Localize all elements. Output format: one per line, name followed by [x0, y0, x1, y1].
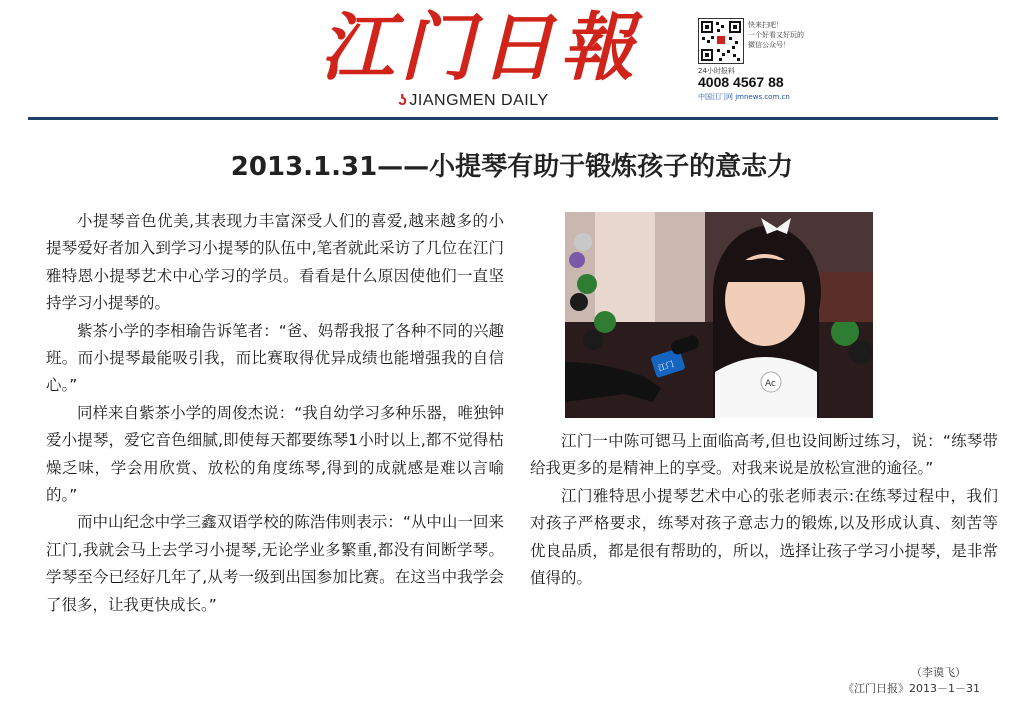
author-byline: （李谟飞） [911, 666, 966, 679]
article-title: 2013.1.31——小提琴有助于锻炼孩子的意志力 [230, 152, 794, 182]
masthead-rule [28, 117, 998, 120]
paragraph: 紫茶小学的李相瑜告诉笔者：“爸、妈帮我报了各种不同的兴趣班。而小提琴最能吸引我，而比赛取得优异成绩也能增强我的自信心。” [46, 321, 504, 395]
promo-line: 微信公众号！ [748, 41, 790, 49]
paragraph: 江门雅特思小提琴艺术中心的张老师表示:在练琴过程中，我们对孩子严格要求，练琴对孩子意志力的锻炼,以及形成认真、刻苦等优良品质，都是很有帮助的，所以，选择让孩子学习小提琴，是非常值得的。 [530, 486, 998, 588]
left-column [46, 208, 504, 619]
hotline-label: 24小时报料 [698, 67, 735, 75]
paragraph: 而中山纪念中学三鑫双语学校的陈浩伟则表示：“从中山一回来江门,我就会马上去学习小提琴,无论学业多繁重,都没有间断学琴。学琴至今已经好几年了,从考一级到出国参加比赛。在这当中我学会了很多，让我更快成长。” [46, 513, 504, 614]
masthead-english-name [398, 92, 549, 110]
english-name-text: JIANGMEN DAILY [409, 92, 549, 109]
paragraph: 小提琴音色优美,其表现力丰富深受人们的喜爱,越来越多的小提琴爱好者加入到学习小提琴的队伍中,笔者就此采访了几位在江门雅特恩小提琴艺术中心学习的学员。看看是什么原因使他们一直坚持学习小提琴的。 [46, 212, 504, 313]
badge-text: Ac [765, 379, 776, 389]
promo-line: 一个好看又好玩的 [748, 31, 804, 39]
promo-line: 快来扫吧！ [748, 21, 783, 29]
masthead-logo: 江门日報 [320, 5, 640, 91]
mic-label: 江门 [656, 359, 675, 374]
paragraph: 江门一中陈可锶马上面临高考,但也设间断过练习，说：“练琴带给我更多的是精神上的享受。对我来说是放松宣泄的逾径。” [530, 432, 998, 478]
wechat-promo [748, 20, 804, 50]
paragraph: 同样来自紫茶小学的周俊杰说：“我自幼学习多种乐器，唯独钟爱小提琴，爱它音色细腻,即使每天都要练琴1小时以上,都不觉得枯燥乏味，学会用欣赏、放松的角度练琴,得到的成就感是难以言喻的。” [46, 403, 504, 505]
site-link[interactable]: 中国江门网 jmnews.com.cn [698, 93, 790, 101]
article-photo [565, 212, 873, 418]
hotline-number: 4008 4567 88 [698, 74, 784, 90]
source-line: 《江门日报》2013－1－31 [843, 682, 980, 695]
swirl-icon: ʖ [398, 92, 408, 109]
qr-code[interactable] [698, 18, 744, 64]
right-column [530, 428, 998, 592]
